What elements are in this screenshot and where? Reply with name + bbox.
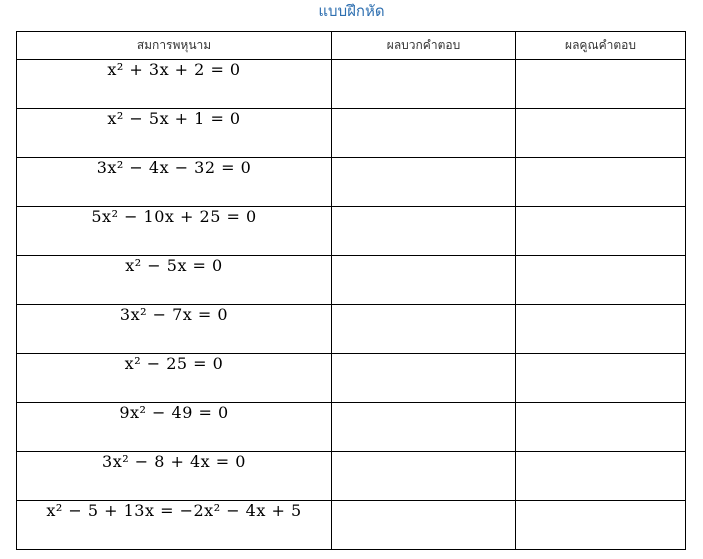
- equation-cell: x² − 25 = 0: [17, 354, 332, 403]
- worksheet-title: แบบฝึกหัด: [318, 2, 385, 20]
- product-cell[interactable]: [516, 109, 686, 158]
- header-sum-of-roots: ผลบวกคำตอบ: [332, 32, 516, 60]
- sum-cell[interactable]: [332, 354, 516, 403]
- product-cell[interactable]: [516, 256, 686, 305]
- header-equation: สมการพหุนาม: [17, 32, 332, 60]
- product-cell[interactable]: [516, 207, 686, 256]
- table-row: [17, 256, 686, 305]
- sum-cell[interactable]: [332, 158, 516, 207]
- product-cell[interactable]: [516, 403, 686, 452]
- table-row: [17, 501, 686, 550]
- product-cell[interactable]: [516, 501, 686, 550]
- sum-cell[interactable]: [332, 60, 516, 109]
- equation-cell: 9x² − 49 = 0: [17, 403, 332, 452]
- equation-cell: x² − 5 + 13x = −2x² − 4x + 5: [17, 501, 332, 550]
- sum-cell[interactable]: [332, 305, 516, 354]
- equation-cell: 5x² − 10x + 25 = 0: [17, 207, 332, 256]
- product-cell[interactable]: [516, 354, 686, 403]
- product-cell[interactable]: [516, 60, 686, 109]
- sum-cell[interactable]: [332, 403, 516, 452]
- sum-cell[interactable]: [332, 109, 516, 158]
- equation-cell: 3x² − 8 + 4x = 0: [17, 452, 332, 501]
- table-row: [17, 305, 686, 354]
- sum-cell[interactable]: [332, 256, 516, 305]
- table-row: [17, 60, 686, 109]
- exercise-table: [16, 31, 686, 550]
- sum-cell[interactable]: [332, 501, 516, 550]
- table-row: [17, 158, 686, 207]
- sum-cell[interactable]: [332, 452, 516, 501]
- equation-cell: x² − 5x + 1 = 0: [17, 109, 332, 158]
- equation-cell: 3x² − 4x − 32 = 0: [17, 158, 332, 207]
- sum-cell[interactable]: [332, 207, 516, 256]
- table-row: [17, 354, 686, 403]
- product-cell[interactable]: [516, 158, 686, 207]
- product-cell[interactable]: [516, 305, 686, 354]
- header-product-of-roots: ผลคูณคำตอบ: [516, 32, 686, 60]
- equation-cell: x² − 5x = 0: [17, 256, 332, 305]
- table-row: [17, 109, 686, 158]
- table-row: [17, 403, 686, 452]
- table-row: [17, 207, 686, 256]
- header-row: [17, 32, 686, 60]
- equation-cell: 3x² − 7x = 0: [17, 305, 332, 354]
- equation-cell: x² + 3x + 2 = 0: [17, 60, 332, 109]
- table-row: [17, 452, 686, 501]
- product-cell[interactable]: [516, 452, 686, 501]
